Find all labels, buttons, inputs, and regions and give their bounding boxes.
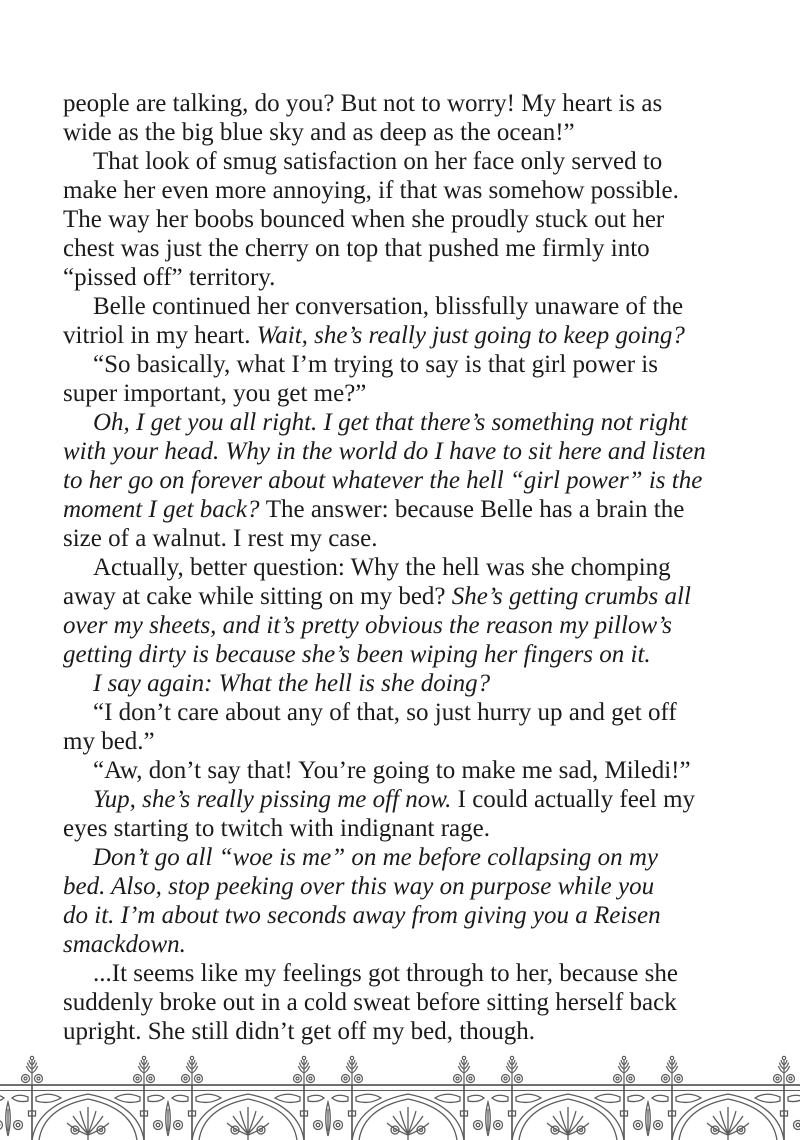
- text-line: [63, 640, 753, 669]
- text-line: [63, 785, 753, 814]
- text-line: [63, 553, 753, 582]
- italic-text-segment: over my sheets, and it’s pretty obvious the reason my pillow’s: [63, 612, 672, 639]
- text-segment: wide as the big blue sky and as deep as the ocean!”: [63, 119, 575, 146]
- text-segment: I could actually feel my: [457, 786, 696, 813]
- text-line: [63, 379, 753, 408]
- text-segment: Actually, better question: Why the hell was she chomping: [93, 554, 671, 581]
- text-segment: away at cake while sitting on my bed?: [63, 583, 452, 610]
- text-line: [63, 843, 753, 872]
- italic-text-segment: getting dirty is because she’s been wiping her fingers on it.: [63, 641, 651, 668]
- text-segment: super important, you get me?”: [63, 380, 367, 407]
- italic-text-segment: Don’t go all “woe is me” on me before collapsing on my: [93, 844, 659, 871]
- text-segment: chest was just the cherry on top that pushed me firmly into: [63, 235, 650, 262]
- text-segment: make her even more annoying, if that was somehow possible.: [63, 177, 679, 204]
- text-line: [63, 698, 753, 727]
- text-segment: Belle continued her conversation, blissfully unaware of the: [93, 293, 684, 320]
- text-line: [63, 872, 753, 901]
- text-line: [63, 147, 753, 176]
- text-line: [63, 292, 753, 321]
- text-line: [63, 930, 753, 959]
- italic-text-segment: smackdown.: [63, 931, 186, 958]
- text-line: [63, 524, 753, 553]
- text-segment: “So basically, what I’m trying to say is that girl power is: [93, 351, 658, 378]
- text-line: [63, 350, 753, 379]
- italic-text-segment: moment I get back?: [63, 496, 266, 523]
- text-line: [63, 205, 753, 234]
- italic-text-segment: She’s getting crumbs all: [451, 583, 691, 610]
- text-segment: That look of smug satisfaction on her face only served to: [93, 148, 663, 175]
- text-line: [63, 901, 753, 930]
- text-line: [63, 118, 753, 147]
- text-segment: eyes starting to twitch with indignant rage.: [63, 815, 490, 842]
- italic-text-segment: do it. I’m about two seconds away from giving you a Reisen: [63, 902, 661, 929]
- fence-ornament-svg: [0, 1052, 800, 1140]
- italic-text-segment: to her go on forever about whatever the hell “girl power” is the: [63, 467, 703, 494]
- text-line: [63, 814, 753, 843]
- text-segment: people are talking, do you? But not to worry! My heart is as: [63, 90, 663, 117]
- text-segment: The answer: because Belle has a brain the: [265, 496, 685, 523]
- text-line: [63, 495, 753, 524]
- text-segment: The way her boobs bounced when she proudly stuck out her: [63, 206, 665, 233]
- text-line: [63, 727, 753, 756]
- text-segment: suddenly broke out in a cold sweat before sitting herself back: [63, 989, 677, 1016]
- text-line: [63, 321, 753, 350]
- text-segment: my bed.”: [63, 728, 155, 755]
- text-line: [63, 89, 753, 118]
- text-line: [63, 466, 753, 495]
- bottom-ornament: [0, 1052, 800, 1140]
- text-segment: “pissed off” territory.: [63, 264, 276, 291]
- italic-text-segment: with your head. Why in the world do I have to sit here and listen: [63, 438, 706, 465]
- italic-text-segment: Wait, she’s really just going to keep going?: [256, 322, 685, 349]
- text-line: [63, 1017, 753, 1046]
- text-line: [63, 437, 753, 466]
- page-text: [63, 89, 753, 1046]
- text-segment: size of a walnut. I rest my case.: [63, 525, 378, 552]
- text-line: [63, 263, 753, 292]
- italic-text-segment: Oh, I get you all right. I get that there’s something not right: [93, 409, 688, 436]
- text-line: [63, 756, 753, 785]
- text-line: [63, 959, 753, 988]
- text-line: [63, 234, 753, 263]
- italic-text-segment: Yup, she’s really pissing me off now.: [93, 786, 458, 813]
- text-segment: “I don’t care about any of that, so just hurry up and get off: [93, 699, 677, 726]
- text-line: [63, 582, 753, 611]
- text-line: [63, 611, 753, 640]
- italic-text-segment: I say again: What the hell is she doing?: [93, 670, 491, 697]
- text-segment: ...It seems like my feelings got through to her, because she: [93, 960, 678, 987]
- text-line: [63, 176, 753, 205]
- text-line: [63, 988, 753, 1017]
- italic-text-segment: bed. Also, stop peeking over this way on purpose while you: [63, 873, 655, 900]
- text-segment: vitriol in my heart.: [63, 322, 257, 349]
- text-segment: “Aw, don’t say that! You’re going to make me sad, Miledi!”: [93, 757, 691, 784]
- text-line: [63, 408, 753, 437]
- text-line: [63, 669, 753, 698]
- text-segment: upright. She still didn’t get off my bed, though.: [63, 1018, 535, 1045]
